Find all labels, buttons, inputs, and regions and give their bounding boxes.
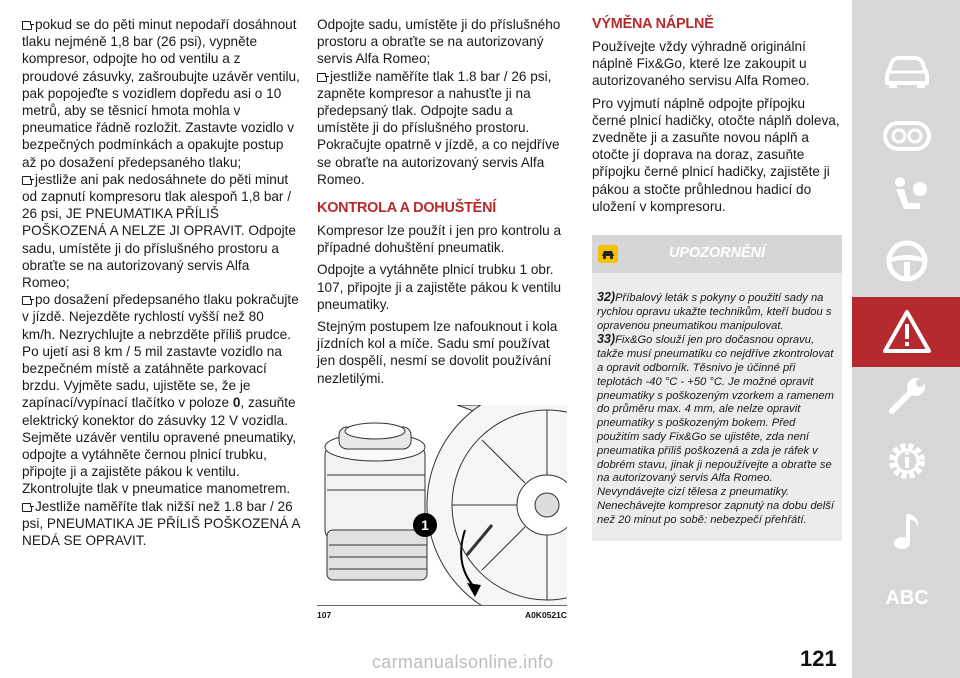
wrench-icon[interactable]	[882, 375, 932, 417]
warning-body	[592, 273, 842, 541]
text-column-2	[317, 16, 567, 620]
checkbox-bullet-icon	[22, 503, 32, 512]
figure-compressor-illustration	[317, 405, 567, 606]
watermark: carmanualsonline.info	[372, 652, 554, 672]
page-number: 121	[800, 646, 837, 671]
section-heading: KONTROLA A DOHUŠTĚNÍ	[317, 200, 497, 217]
warning-note-33: 33)Fix&Go slouží jen pro dočasnou opravu, takže musí pneumatiku co nejdříve zkontrolovat a opravit odborník. Těsnivo je účinné při teplotách -40 °C - +50 °C. Je možné opravit pneumatiky s poškozeným vzorkem a ramenem do průměru max. 4 mm, ale nelze opravit pneumatiky s poškozeným bokem. Před použitím sady Fix&Go se ujistěte, zda není pneumatika příliš poškozená a zda je ráfek v dobrém stavu, jinak ji nepoužívejte a obraťte se na autorizovaný servis Alfa Romeo. Nevyndávejte cizí tělesa z pneumatiky. Nenechávejte kompresor zapnutý na dobu delší než 20 minut po sobě: nebezpečí přehřátí.	[597, 332, 834, 526]
bullet-item: Jestliže naměříte tlak nižší než 1.8 bar / 26 psi, PNEUMATIKA JE PŘÍLIŠ POŠKOZENÁ A NEDÁ SE OPRAVIT.	[22, 498, 300, 549]
text-column-3	[592, 16, 842, 541]
bullet-item: pokud se do pěti minut nepodaří dosáhnout tlaku nejméně 1,8 bar (26 psi), vypněte kompresor, odpojte ho od ventilu a z proudové zásuvky, zašroubujte uzávěr ventilu, pak popojeďte s vozidlem dopředu asi o 10 metrů, aby se těsnicí hmota mohla v pneumatice řádně rozložit. Zastavte vozidlo v bezpečných podmínkách a opakujte postup až po dosažení předepsaného tlaku;	[22, 17, 300, 170]
warning-title: UPOZORNĚNÍ	[669, 245, 765, 262]
bullet-item: po dosažení předepsaného tlaku pokračujte v jízdě. Nejezděte rychlostí vyšší než 80 km/h. Nezrychlujte a nebrzděte příliš prudce. Po ujetí asi 8 km / 5 mil zastavte vozidlo na bezpečném místě a zatáhněte parkovací brzdu. Vyjměte sadu, ujistěte se, že je zapínací/vypínací tlačítko v poloze 0, zasuňte elektrický konektor do zásuvky 12 V vozidla. Sejměte uzávěr ventilu opravené pneumatiky, odpojte a vytáhněte černou plnicí trubku, připojte ji a zajistěte pákou k ventilu. Zkontrolujte tlak v pneumatice manometrem.	[22, 292, 299, 497]
dashboard-gauges-icon[interactable]	[882, 115, 932, 157]
position-zero: 0	[232, 395, 241, 411]
warning-header	[592, 235, 842, 273]
airbag-seat-icon[interactable]	[882, 175, 932, 217]
warning-box	[592, 235, 842, 541]
paragraph: Odpojte sadu, umístěte ji do příslušného prostoru a obraťte se na autorizovaný servis Alfa Romeo;	[317, 17, 561, 67]
compressor-wheel-drawing	[317, 405, 567, 605]
section-heading: VÝMĚNA NÁPLNĚ	[592, 16, 714, 32]
warning-triangle-icon	[882, 309, 932, 355]
active-chapter-tab[interactable]	[852, 297, 960, 367]
callout-number: 1	[421, 516, 429, 533]
checkbox-bullet-icon	[22, 176, 32, 185]
music-note-icon[interactable]	[882, 510, 932, 552]
figure-code: A0K0521C	[524, 609, 567, 620]
figure-number: 107	[317, 609, 332, 620]
paragraph: Používejte vždy výhradně originální náplně Fix&Go, které lze zakoupit u autorizovaného servisu Alfa Romeo.	[592, 39, 810, 89]
paragraph: Stejným postupem lze nafouknout i kola jízdních kol a míče. Sadu smí používat jen dospělí, nesmí se dovolit používání nezletilými.	[317, 319, 558, 386]
bullet-item: jestliže naměříte tlak 1.8 bar / 26 psi, zapněte kompresor a nahusťte ji na předepsaný tlak. Odpojte sadu a umístěte ji do příslušného prostoru. Pokračujte opatrně v jízdě, a co nejdříve se obraťte na autorizovaný servis Alfa Romeo.	[317, 68, 560, 187]
checkbox-bullet-icon	[317, 73, 327, 82]
warning-note-32: 32)Příbalový leták s pokyny o použití sady na rychlou opravu ukažte technikům, kteří budou s opravenou pneumatikou manipulovat.	[597, 290, 832, 332]
car-icon[interactable]	[882, 50, 932, 92]
bullet-item: jestliže ani pak nedosáhnete do pěti minut od zapnutí kompresoru tlak alespoň 1,8 bar / 26 psi, JE PNEUMATIKA PŘÍLIŠ POŠKOZENÁ A NELZE JI OPRAVIT. Odpojte sadu, umístěte ji do příslušného prostoru a obraťte se na autorizovaný servis Alfa Romeo;	[22, 171, 296, 291]
figure-caption	[317, 610, 567, 620]
paragraph: Kompresor lze použít i jen pro kontrolu a případné dohuštění pneumatik.	[317, 223, 562, 256]
text-column-1	[22, 16, 300, 549]
steering-wheel-icon[interactable]	[882, 240, 932, 282]
paragraph: Odpojte a vytáhněte plnicí trubku 1 obr. 107, připojte ji a zajistěte pákou k ventilu pneumatiky.	[317, 262, 562, 312]
checkbox-bullet-icon	[22, 21, 32, 30]
checkbox-bullet-icon	[22, 296, 32, 305]
gear-info-icon[interactable]	[882, 440, 932, 482]
abc-index-icon[interactable]: ABC	[885, 587, 929, 609]
paragraph: Pro vyjmutí náplně odpojte přípojku černé plnicí hadičky, otočte náplň doleva, zvedněte ji a zasuňte novou náplň a otočte jí doprava na doraz, zasuňte přípojku černé plnicí hadičky, zajistěte ji pákou a stočte průhlednou hadicí do uložení v kompresoru.	[592, 95, 840, 214]
